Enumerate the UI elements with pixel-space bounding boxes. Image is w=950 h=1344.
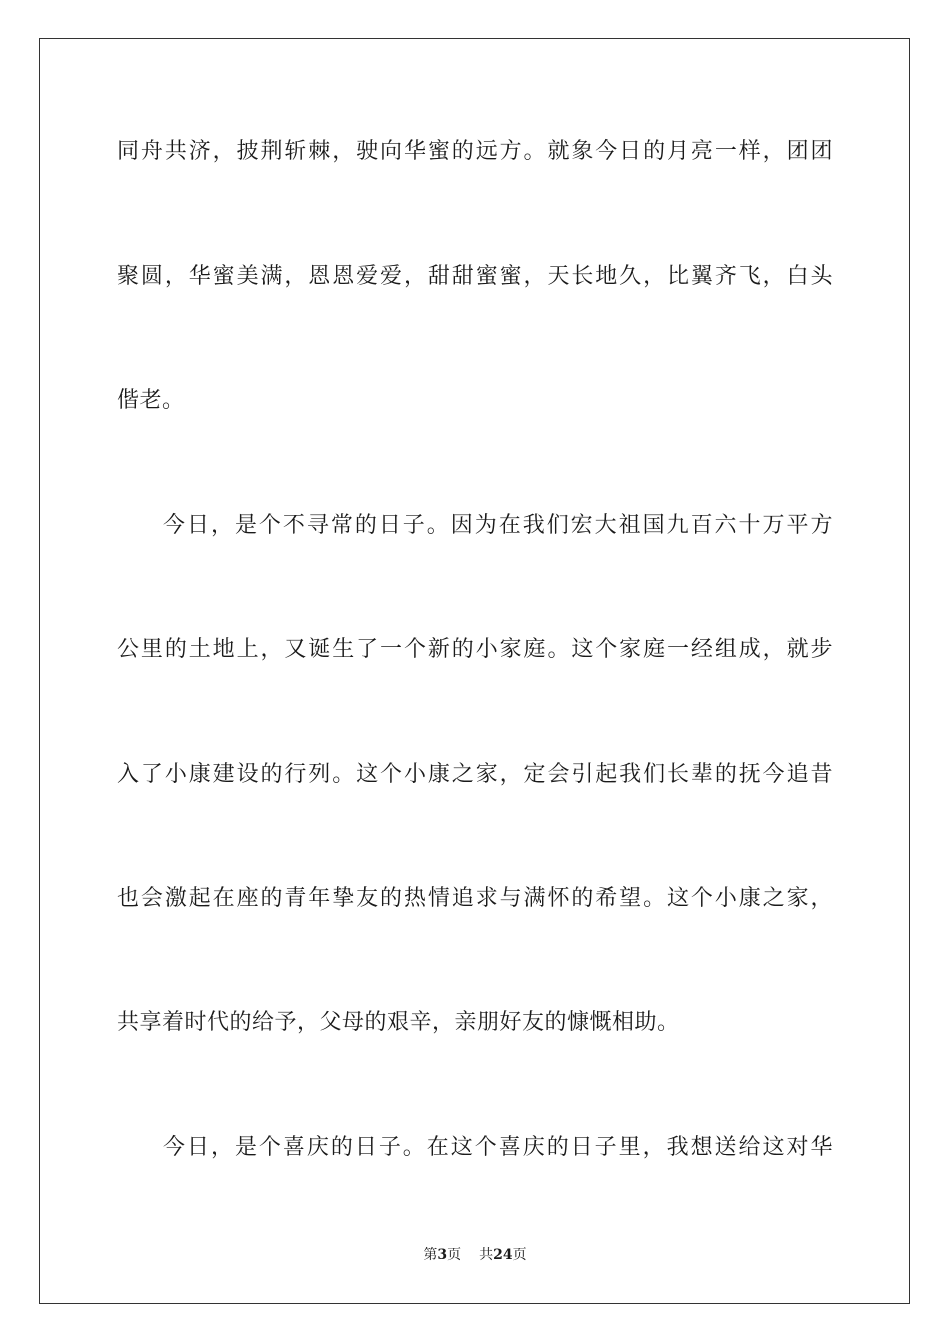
current-page-number: 3	[437, 1247, 448, 1263]
total-prefix: 共	[479, 1247, 494, 1263]
page-border	[39, 38, 910, 1304]
paragraph-first-line: 今日，是个不寻常的日子。因为在我们宏大祖国九百六十万平方	[163, 513, 833, 538]
total-suffix: 页	[512, 1247, 527, 1263]
text-line: 共享着时代的给予，父母的艰辛，亲朋好友的慷慨相助。	[117, 1010, 680, 1035]
paragraph-first-line: 今日，是个喜庆的日子。在这个喜庆的日子里，我想送给这对华	[163, 1135, 833, 1160]
text-line: 公里的土地上，又诞生了一个新的小家庭。这个家庭一经组成，就步	[117, 637, 833, 662]
page-prefix: 第	[423, 1247, 438, 1263]
text-line: 入了小康建设的行列。这个小康之家，定会引起我们长辈的抚今追昔	[117, 762, 833, 787]
page-suffix: 页	[447, 1247, 462, 1263]
text-line: 也会激起在座的青年挚友的热情追求与满怀的希望。这个小康之家，	[117, 886, 833, 911]
text-line: 偕老。	[117, 388, 185, 413]
page-footer	[0, 1246, 950, 1264]
text-line: 聚圆，华蜜美满，恩恩爱爱，甜甜蜜蜜，天长地久，比翼齐飞，白头	[117, 264, 833, 289]
total-pages-number: 24	[493, 1247, 513, 1263]
text-line: 同舟共济，披荆斩棘，驶向华蜜的远方。就象今日的月亮一样，团团	[117, 139, 833, 164]
